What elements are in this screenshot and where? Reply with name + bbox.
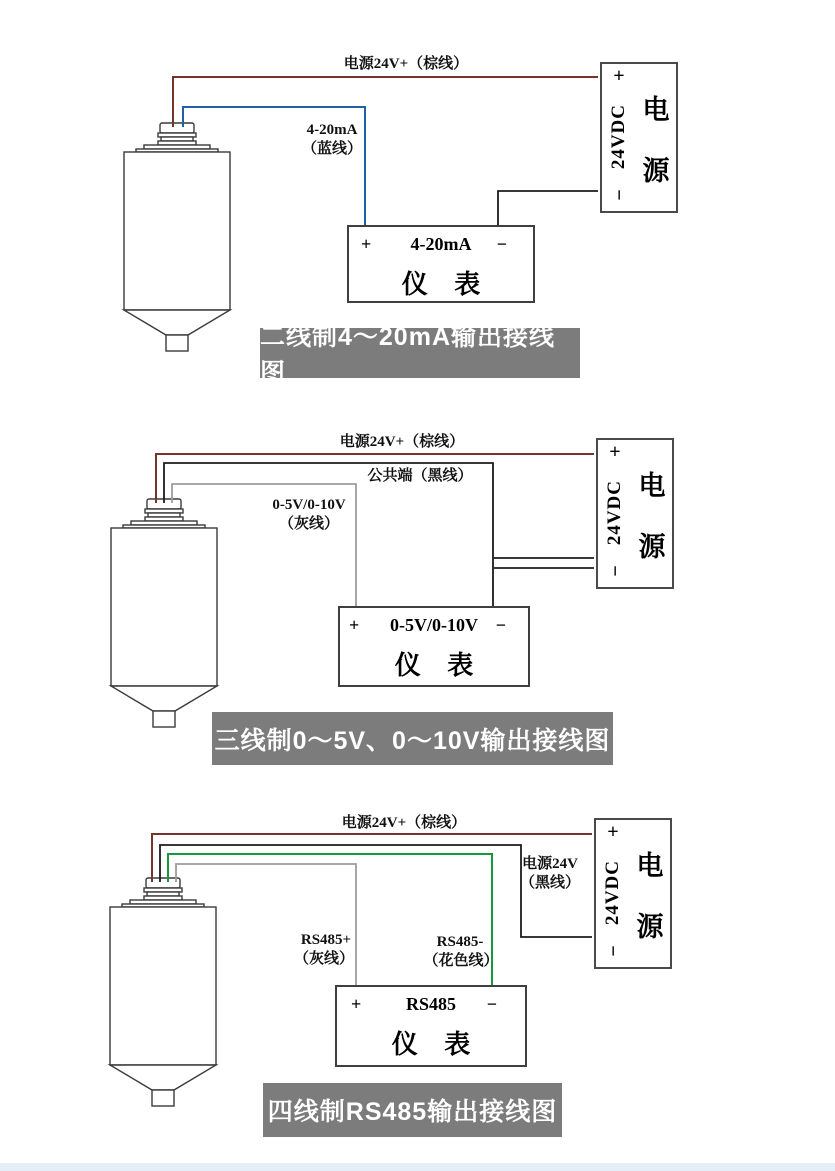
caption-four-wire: 四线制RS485输出接线图 (263, 1083, 562, 1137)
power-minus-terminal: − (608, 189, 630, 201)
meter-signal-type: 0-5V/0-10V (390, 615, 478, 635)
power-terminal-column (598, 440, 632, 587)
power-supply-box (596, 438, 674, 589)
meter-box (347, 225, 535, 303)
power-supply-box (594, 818, 672, 969)
meter-box (338, 606, 530, 687)
label-rs485b-wire-line2: （花色线） (423, 953, 499, 969)
power-plus-terminal: + (609, 441, 621, 463)
meter-terminal-row (337, 994, 525, 1020)
power-terminal-column (596, 820, 630, 967)
meter-minus-terminal: − (496, 234, 507, 254)
caption-three-wire: 三线制0～5V、0～10V输出接线图 (212, 712, 613, 765)
power-rating-label: 24VDC (608, 103, 629, 170)
sensor-illustration (111, 499, 217, 727)
meter-terminal-row (340, 615, 528, 641)
label-signal-wire-line2: （灰线） (278, 516, 340, 532)
power-name: 电 源 (642, 94, 670, 186)
meter-signal-type: 4-20mA (410, 234, 472, 254)
label-common-wire-line1: 电源24V (522, 856, 578, 872)
meter-name: 仪 表 (394, 651, 474, 680)
power-rating-label: 24VDC (602, 859, 623, 926)
sensor-illustration (110, 878, 216, 1106)
label-signal-wire-line1: 4-20mA (306, 122, 358, 138)
meter-signal-type: RS485 (405, 994, 456, 1014)
power-plus-terminal: + (607, 821, 619, 843)
meter-plus-terminal: + (351, 994, 362, 1014)
sensor-illustration (124, 123, 230, 351)
meter-plus-terminal: + (361, 234, 372, 254)
caption-two-wire: 二线制4～20mA输出接线图 (260, 328, 580, 378)
wire-black-return (498, 191, 598, 225)
label-signal-wire-line2: （蓝线） (301, 141, 363, 157)
page-bottom-strip (0, 1163, 835, 1171)
power-name: 电 源 (636, 850, 664, 942)
wire-brown-power (173, 77, 598, 127)
label-rs485a-wire-line2: （灰线） (293, 951, 355, 967)
meter-box (335, 985, 527, 1067)
meter-minus-terminal: − (486, 994, 497, 1014)
label-power-wire: 电源24V+（棕线） (343, 56, 469, 72)
power-minus-terminal: − (602, 945, 624, 957)
power-minus-terminal: − (604, 565, 626, 577)
meter-name: 仪 表 (401, 270, 481, 299)
power-rating-label: 24VDC (604, 479, 625, 546)
label-power-wire: 电源24V+（棕线） (339, 434, 465, 450)
meter-name: 仪 表 (391, 1030, 471, 1059)
label-power-wire: 电源24V+（棕线） (341, 815, 467, 831)
meter-plus-terminal: + (349, 615, 360, 635)
meter-minus-terminal: − (495, 615, 506, 635)
power-terminal-column (602, 64, 636, 211)
power-supply-box (600, 62, 678, 213)
power-plus-terminal: + (613, 65, 625, 87)
label-rs485a-wire-line1: RS485+ (300, 932, 352, 948)
label-rs485b-wire-line1: RS485- (436, 934, 484, 950)
label-signal-wire-line1: 0-5V/0-10V (272, 497, 346, 513)
meter-terminal-row (349, 234, 533, 260)
power-name: 电 源 (638, 470, 666, 562)
diagram1-shapes (124, 77, 598, 351)
label-common-wire-line2: （黑线） (519, 875, 581, 891)
label-common-wire: 公共端（黑线） (367, 468, 473, 484)
